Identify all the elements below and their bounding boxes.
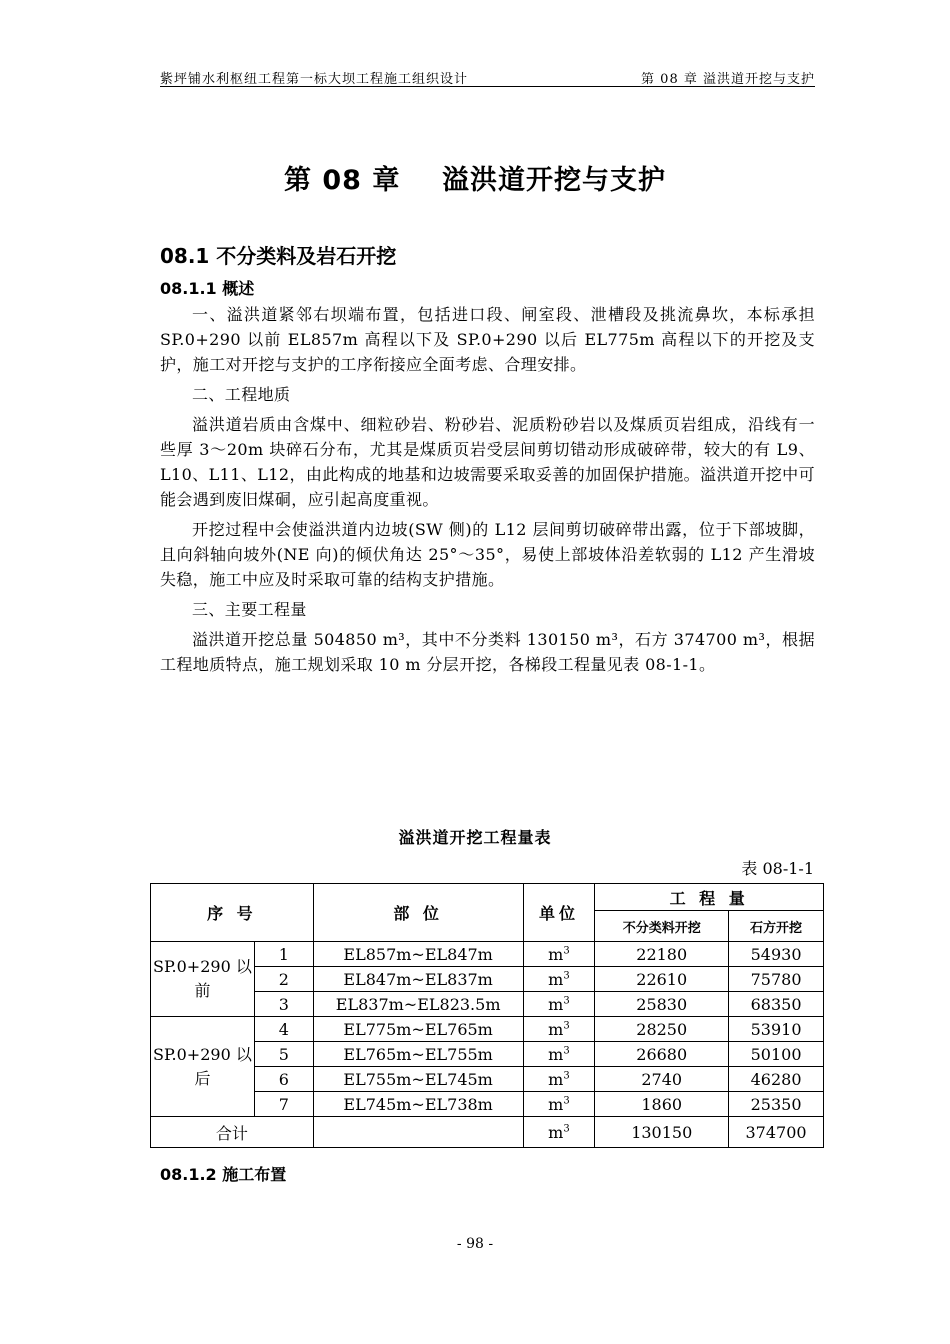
table-row <box>151 942 824 967</box>
unit-text: m <box>548 969 564 989</box>
unit-sup: 3 <box>563 1020 570 1032</box>
unit-sup: 3 <box>563 1045 570 1057</box>
row-part: EL745m~EL738m <box>313 1092 523 1117</box>
total-unit <box>523 1117 595 1148</box>
row-unit <box>523 1067 595 1092</box>
table-number: 表 08-1-1 <box>741 859 814 878</box>
row-rock: 53910 <box>729 1017 824 1042</box>
header-document-title: 紫坪铺水利枢纽工程第一标大坝工程施工组织设计 <box>160 72 469 87</box>
row-unclassified: 1860 <box>595 1092 729 1117</box>
row-rock: 25350 <box>729 1092 824 1117</box>
unit-text: m <box>548 1094 564 1114</box>
header-chapter: 第 08 章 溢洪道开挖与支护 <box>641 72 815 87</box>
row-unit <box>523 1017 595 1042</box>
subsection-title-layout: 08.1.2 施工布置 <box>160 1165 287 1184</box>
page-number: - 98 - <box>456 1236 494 1252</box>
subsection-title-overview: 08.1.1 概述 <box>160 279 255 298</box>
row-unit <box>523 992 595 1017</box>
quantity-table <box>150 883 824 1148</box>
unit-sup: 3 <box>563 945 570 957</box>
row-part: EL755m~EL745m <box>313 1067 523 1092</box>
row-unit <box>523 942 595 967</box>
header-part: 部 位 <box>313 884 523 942</box>
row-no: 2 <box>254 967 313 992</box>
body-text <box>160 302 815 682</box>
row-no: 4 <box>254 1017 313 1042</box>
paragraph: 溢洪道岩质由含煤中、细粒砂岩、粉砂岩、泥质粉砂岩以及煤质页岩组成，沿线有一些厚 3～20m 块碎石分布，尤其是煤质页岩受层间剪切错动形成破碎带，较大的有 L9、L10、L11、L12，由此构成的地基和边坡需要采取妥善的加固保护措施。溢洪道开挖中可能会遇到废旧煤硐，应引起高度重视。 <box>160 415 815 509</box>
total-rock: 374700 <box>729 1117 824 1148</box>
row-part: EL775m~EL765m <box>313 1017 523 1042</box>
unit-text: m <box>548 994 564 1014</box>
unit-sup: 3 <box>563 995 570 1007</box>
paragraph: 一、溢洪道紧邻右坝端布置，包括进口段、闸室段、泄槽段及挑流鼻坎，本标承担 SP.0+290 以前 EL857m 高程以下及 SP.0+290 以后 EL775m 高程以下的开挖及支护，施工对开挖与支护的工序衔接应全面考虑、合理安排。 <box>160 305 815 374</box>
row-rock: 54930 <box>729 942 824 967</box>
header-unclassified: 不分类料开挖 <box>595 911 729 942</box>
row-part: EL857m~EL847m <box>313 942 523 967</box>
row-rock: 68350 <box>729 992 824 1017</box>
header-rock: 石方开挖 <box>729 911 824 942</box>
row-rock: 50100 <box>729 1042 824 1067</box>
row-part: EL837m~EL823.5m <box>313 992 523 1017</box>
row-rock: 46280 <box>729 1067 824 1092</box>
header-quantity: 工 程 量 <box>595 884 824 911</box>
row-unclassified: 22610 <box>595 967 729 992</box>
row-no: 5 <box>254 1042 313 1067</box>
group-label: SP.0+290 以后 <box>151 1017 255 1117</box>
page-header <box>160 64 815 87</box>
unit-sup: 3 <box>563 1070 570 1082</box>
row-unit <box>523 1092 595 1117</box>
row-no: 1 <box>254 942 313 967</box>
header-seq: 序 号 <box>151 884 314 942</box>
total-row <box>151 1117 824 1148</box>
unit-text: m <box>548 1069 564 1089</box>
table-row <box>151 1017 824 1042</box>
total-label: 合计 <box>151 1117 314 1148</box>
row-unclassified: 25830 <box>595 992 729 1017</box>
total-part <box>313 1117 523 1148</box>
unit-sup: 3 <box>563 970 570 982</box>
row-no: 6 <box>254 1067 313 1092</box>
unit-sup: 3 <box>563 1095 570 1107</box>
unit-text: m <box>548 944 564 964</box>
row-part: EL847m~EL837m <box>313 967 523 992</box>
row-unclassified: 22180 <box>595 942 729 967</box>
row-unclassified: 2740 <box>595 1067 729 1092</box>
row-part: EL765m~EL755m <box>313 1042 523 1067</box>
unit-text: m <box>548 1122 564 1142</box>
row-unclassified: 28250 <box>595 1017 729 1042</box>
paragraph: 溢洪道开挖总量 504850 m³，其中不分类料 130150 m³，石方 374700 m³，根据工程地质特点，施工规划采取 10 m 分层开挖，各梯段工程量见表 08-1-1。 <box>160 630 815 674</box>
row-no: 3 <box>254 992 313 1017</box>
unit-sup: 3 <box>563 1123 570 1135</box>
total-unclassified: 130150 <box>595 1117 729 1148</box>
unit-text: m <box>548 1019 564 1039</box>
row-unit <box>523 1042 595 1067</box>
unit-text: m <box>548 1044 564 1064</box>
row-unclassified: 26680 <box>595 1042 729 1067</box>
chapter-title: 第 08 章 溢洪道开挖与支护 <box>284 165 666 196</box>
header-unit: 单位 <box>523 884 595 942</box>
row-unit <box>523 967 595 992</box>
table-caption: 溢洪道开挖工程量表 <box>398 828 552 847</box>
row-rock: 75780 <box>729 967 824 992</box>
paragraph: 二、工程地质 <box>192 385 291 404</box>
paragraph: 三、主要工程量 <box>192 600 307 619</box>
section-title: 08.1 不分类料及岩石开挖 <box>160 244 397 268</box>
row-no: 7 <box>254 1092 313 1117</box>
paragraph: 开挖过程中会使溢洪道内边坡(SW 侧)的 L12 层间剪切破碎带出露，位于下部坡脚，且向斜轴向坡外(NE 向)的倾伏角达 25°～35°，易使上部坡体沿差软弱的 L12 产生滑坡失稳，施工中应及时采取可靠的结构支护措施。 <box>160 520 815 589</box>
group-label: SP.0+290 以前 <box>151 942 255 1017</box>
